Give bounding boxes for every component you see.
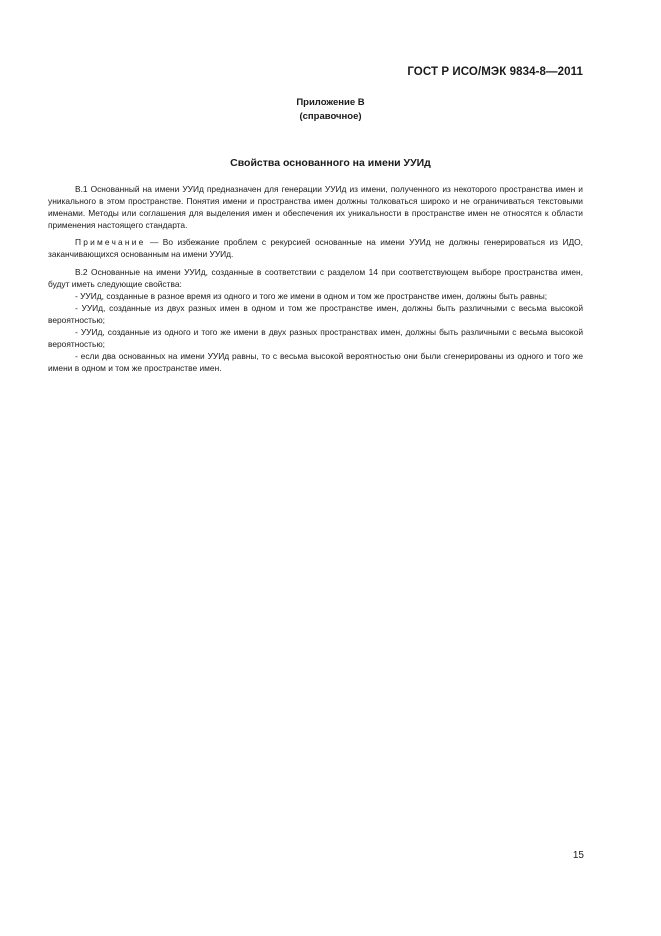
note-text: — Во избежание проблем с рекурсией основанные на имени УУИд не должны генерироваться из ИДО, заканчивающихся основанным на имени УУИд. xyxy=(48,237,583,260)
list-item-4: - если два основанных на имени УУИд равны, то с весьма высокой вероятностью они были сгенерированы из одного и того же имени в одном и том же пространстве имен. xyxy=(48,351,583,374)
paragraph-b2: В.2 Основанные на имени УУИд, созданные в соответствии с разделом 14 при соответствующем выборе пространства имен, будут иметь следующие свойства: xyxy=(48,266,583,289)
list-item-2: - УУИд, созданные из двух разных имен в одном и том же пространстве имен, должны быть различными с весьма высокой вероятностью; xyxy=(48,302,583,325)
page-number: 15 xyxy=(572,850,584,861)
note-label: Примечание xyxy=(75,237,146,248)
document-code: ГОСТ Р ИСО/МЭК 9834-8—2011 xyxy=(407,66,583,78)
list-item-1: - УУИд, созданные в разное время из одного и того же имени в одном и том же пространстве имен, должны быть равны; xyxy=(75,290,548,301)
paragraph-b1: В.1 Основанный на имени УУИд предназначен для генерации УУИд из имени, полученного из некоторого пространства имен и уникального в этом пространстве. Понятия имени и пространства имен должны толковаться широко и не ограничиваться текстовыми именами. Методы или соглашения для выделения имен и обеспечения их уникальности в пространстве имен не относятся к области применения настоящего стандарта. xyxy=(48,184,583,231)
appendix-kind: (справочное) xyxy=(299,111,362,122)
body-text xyxy=(48,183,583,374)
note-paragraph xyxy=(48,236,583,260)
appendix-heading xyxy=(0,96,661,124)
section-title: Свойства основанного на имени УУИд xyxy=(230,157,431,169)
list-item-3: - УУИд, созданные из одного и того же имени в двух разных пространствах имен, должны быть различными с весьма высокой вероятностью; xyxy=(48,327,583,350)
appendix-label: Приложение В xyxy=(296,97,365,108)
